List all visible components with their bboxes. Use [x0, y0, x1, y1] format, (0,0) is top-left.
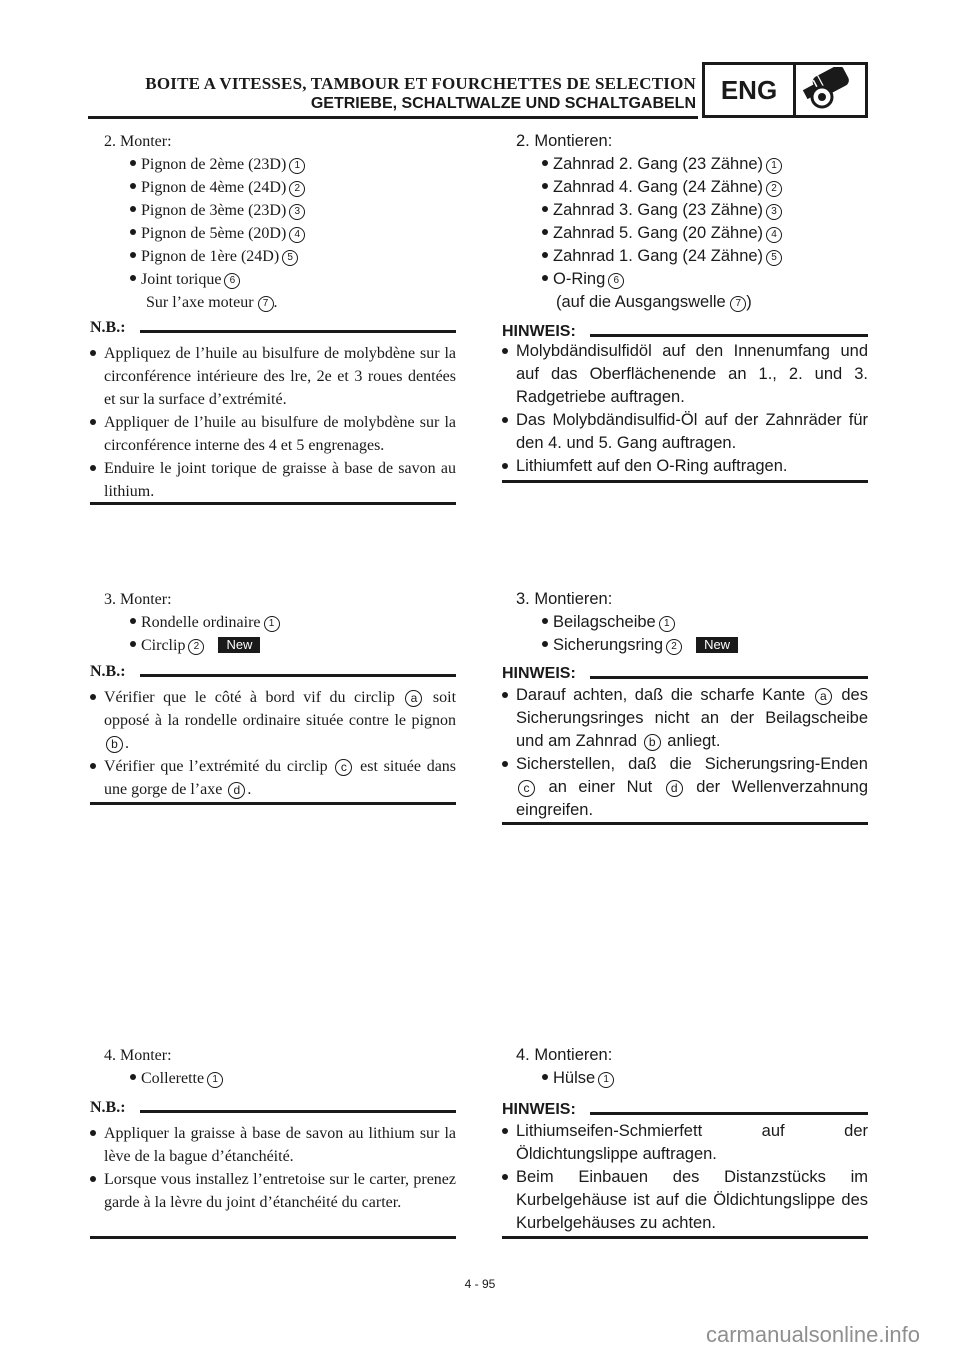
new-part-badge: New [696, 637, 738, 653]
bullet-icon [130, 183, 136, 189]
de-step-2-location: (auf die Ausgangswelle 7 ) [556, 293, 752, 311]
list-item: Pignon de 4ème (24D) 2 [130, 176, 464, 199]
bullet-icon [542, 252, 548, 258]
note-item: Molybdändisulfidöl auf den Innenumfang und auf das Oberflächenende an 1., 2. und 3. Radgetriebe auftragen. [502, 340, 868, 409]
list-item: Hülse 1 [542, 1067, 868, 1090]
note-item: Appliquer de l’huile au bisulfure de molybdène sur la circonférence interne des 4 et 5 engrenages. [90, 411, 456, 457]
bullet-icon [130, 160, 136, 166]
note-item: Appliquez de l’huile au bisulfure de molybdène sur la circonférence intérieure des lre, 2e et 3 roues dentées et sur la surface d’extrémité. [90, 342, 456, 411]
fr-note-3-header [90, 660, 456, 683]
callout-number: 5 [766, 250, 782, 266]
callout-number: 4 [766, 227, 782, 243]
bullet-icon [90, 1176, 96, 1182]
note-rule [590, 676, 868, 679]
callout-number: 1 [659, 616, 675, 632]
note-rule [140, 674, 456, 677]
list-item: Zahnrad 4. Gang (24 Zähne) 2 [542, 176, 868, 199]
callout-number: 5 [282, 250, 298, 266]
fr-note-2-end-rule [90, 502, 456, 505]
callout-letter: a [405, 690, 422, 707]
callout-number: 2 [666, 639, 682, 655]
list-item: Pignon de 2ème (23D) 1 [130, 153, 464, 176]
callout-letter: c [335, 759, 352, 776]
callout-number: 6 [608, 273, 624, 289]
list-item: Zahnrad 1. Gang (24 Zähne) 5 [542, 245, 868, 268]
fr-step-2-title: 2. Monter: [104, 133, 172, 150]
bullet-icon [90, 1130, 96, 1136]
engine-icon [796, 65, 865, 115]
section-badge [702, 62, 868, 118]
fr-note-4-body [90, 1122, 456, 1214]
note-item: Enduire le joint torique de graisse à base de savon au lithium. [90, 457, 456, 503]
bullet-icon [90, 694, 96, 700]
fr-step-3-parts [104, 611, 464, 657]
callout-number: 2 [289, 181, 305, 197]
bullet-icon [542, 618, 548, 624]
callout-number: 6 [224, 273, 240, 289]
fr-note-2-body [90, 342, 456, 503]
fr-note-3-end-rule [90, 802, 456, 805]
bullet-icon [502, 1174, 508, 1180]
fr-step-3 [104, 588, 464, 657]
callout-number: 2 [188, 639, 204, 655]
list-item: Collerette 1 [130, 1067, 464, 1090]
note-item: Vérifier que le côté à bord vif du circlip a soit opposé à la rondelle ordinaire située contre le pignon b . [90, 686, 456, 755]
de-note-4-end-rule [502, 1236, 868, 1239]
callout-number: 1 [264, 616, 280, 632]
list-item: Rondelle ordinaire 1 [130, 611, 464, 634]
de-note-3-header [502, 662, 868, 685]
fr-note-3-body [90, 686, 456, 801]
callout-number: 1 [289, 158, 305, 174]
bullet-icon [130, 641, 136, 647]
note-item: Lorsque vous installez l’entretoise sur le carter, prenez garde à la lèvre du joint d’étanchéité du carter. [90, 1168, 456, 1214]
bullet-icon [542, 641, 548, 647]
fr-note-4-header [90, 1096, 456, 1119]
note-rule [590, 1112, 868, 1115]
list-item: Beilagscheibe 1 [542, 611, 868, 634]
callout-number: 2 [766, 181, 782, 197]
de-note-3-end-rule [502, 822, 868, 825]
fr-step-4-parts [104, 1067, 464, 1090]
note-item: Lithiumseifen-Schmierfett auf der Öldichtungslippe auftragen. [502, 1120, 868, 1166]
bullet-icon [130, 618, 136, 624]
list-item: Zahnrad 2. Gang (23 Zähne) 1 [542, 153, 868, 176]
bullet-icon [90, 419, 96, 425]
callout-letter: a [815, 688, 832, 705]
bullet-icon [90, 350, 96, 356]
de-note-4-header [502, 1098, 868, 1121]
bullet-icon [130, 252, 136, 258]
fr-note-2-header [90, 316, 456, 339]
header-rule [88, 116, 698, 119]
callout-number: 7 [730, 296, 746, 312]
bullet-icon [542, 1074, 548, 1080]
fr-step-4-title: 4. Monter: [104, 1047, 172, 1064]
de-note-4-body [502, 1120, 868, 1235]
fr-step-4 [104, 1044, 464, 1090]
callout-number: 3 [289, 204, 305, 220]
list-item: Zahnrad 3. Gang (23 Zähne) 3 [542, 199, 868, 222]
bullet-icon [542, 206, 548, 212]
bullet-icon [130, 275, 136, 281]
bullet-icon [502, 348, 508, 354]
de-step-3-parts [516, 611, 868, 657]
list-item: O-Ring 6 [542, 268, 868, 291]
de-step-3 [516, 588, 868, 657]
bullet-icon [542, 160, 548, 166]
new-part-badge: New [218, 637, 260, 653]
note-item: Appliquer la graisse à base de savon au lithium sur la lève de la bague d’étanchéité. [90, 1122, 456, 1168]
note-item: Vérifier que l’extrémité du circlip c est située dans une gorge de l’axe d . [90, 755, 456, 801]
note-item: Lithiumfett auf den O-Ring auftragen. [502, 455, 868, 478]
note-item: Sicherstellen, daß die Sicherungsring-Enden c an einer Nut d der Wellenverzahnung eingreifen. [502, 753, 868, 822]
bullet-icon [502, 1128, 508, 1134]
note-rule [140, 1110, 456, 1113]
fr-step-2 [104, 130, 464, 314]
note-item: Das Molybdändisulfid-Öl auf der Zahnräder für den 4. und 5. Gang auftragen. [502, 409, 868, 455]
bullet-icon [130, 229, 136, 235]
page-header-title [0, 74, 696, 114]
note-label: HINWEIS: [502, 323, 576, 340]
bullet-icon [542, 275, 548, 281]
list-item: Pignon de 1ère (24D) 5 [130, 245, 464, 268]
callout-number: 1 [766, 158, 782, 174]
callout-letter: b [106, 736, 123, 753]
list-item: Pignon de 5ème (20D) 4 [130, 222, 464, 245]
note-item: Beim Einbauen des Distanzstücks im Kurbelgehäuse ist auf die Öldichtungslippe des Kurbelgehäuses zu achten. [502, 1166, 868, 1235]
de-step-3-title: 3. Montieren: [516, 590, 613, 608]
de-step-2-parts [516, 153, 868, 314]
de-step-2-title: 2. Montieren: [516, 132, 613, 150]
callout-letter: c [518, 780, 535, 797]
list-item: Sicherungsring 2 New [542, 634, 868, 657]
de-step-4-parts [516, 1067, 868, 1090]
list-item: Joint torique 6 [130, 268, 464, 291]
de-note-3-body [502, 684, 868, 822]
bullet-icon [130, 1074, 136, 1080]
bullet-icon [90, 763, 96, 769]
note-label: N.B.: [90, 319, 126, 336]
callout-number: 4 [289, 227, 305, 243]
bullet-icon [502, 417, 508, 423]
fr-note-4-end-rule [90, 1236, 456, 1239]
callout-number: 1 [598, 1072, 614, 1088]
callout-letter: d [228, 782, 245, 799]
note-item: Darauf achten, daß die scharfe Kante a des Sicherungsringes nicht an der Beilagscheibe und am Zahnrad b anliegt. [502, 684, 868, 753]
section-label: ENG [705, 65, 796, 115]
bullet-icon [542, 183, 548, 189]
watermark: carmanualsonline.info [705, 1322, 920, 1347]
note-label: HINWEIS: [502, 1101, 576, 1118]
list-item: Circlip 2 New [130, 634, 464, 657]
header-title-fr: BOITE A VITESSES, TAMBOUR ET FOURCHETTES DE SELECTION [145, 74, 696, 93]
callout-letter: b [644, 734, 661, 751]
callout-number: 7 [258, 296, 274, 312]
note-label: N.B.: [90, 663, 126, 680]
list-item: Zahnrad 5. Gang (20 Zähne) 4 [542, 222, 868, 245]
note-rule [590, 334, 868, 337]
header-title-de: GETRIEBE, SCHALTWALZE UND SCHALTGABELN [310, 95, 696, 112]
note-label: HINWEIS: [502, 665, 576, 682]
callout-letter: d [666, 780, 683, 797]
bullet-icon [502, 463, 508, 469]
bullet-icon [502, 761, 508, 767]
de-step-4-title: 4. Montieren: [516, 1046, 613, 1064]
page-number: 4 - 95 [464, 1277, 496, 1291]
note-rule [140, 330, 456, 333]
bullet-icon [130, 206, 136, 212]
note-label: N.B.: [90, 1099, 126, 1116]
de-note-2-body [502, 340, 868, 478]
callout-number: 3 [766, 204, 782, 220]
callout-number: 1 [207, 1072, 223, 1088]
fr-step-3-title: 3. Monter: [104, 591, 172, 608]
fr-step-2-location: Sur l’axe moteur 7 . [146, 294, 278, 311]
de-step-4 [516, 1044, 868, 1090]
bullet-icon [542, 229, 548, 235]
bullet-icon [502, 692, 508, 698]
bullet-icon [90, 465, 96, 471]
de-step-2 [516, 130, 868, 314]
list-item: Pignon de 3ème (23D) 3 [130, 199, 464, 222]
fr-step-2-parts [104, 153, 464, 314]
de-note-2-end-rule [502, 480, 868, 483]
